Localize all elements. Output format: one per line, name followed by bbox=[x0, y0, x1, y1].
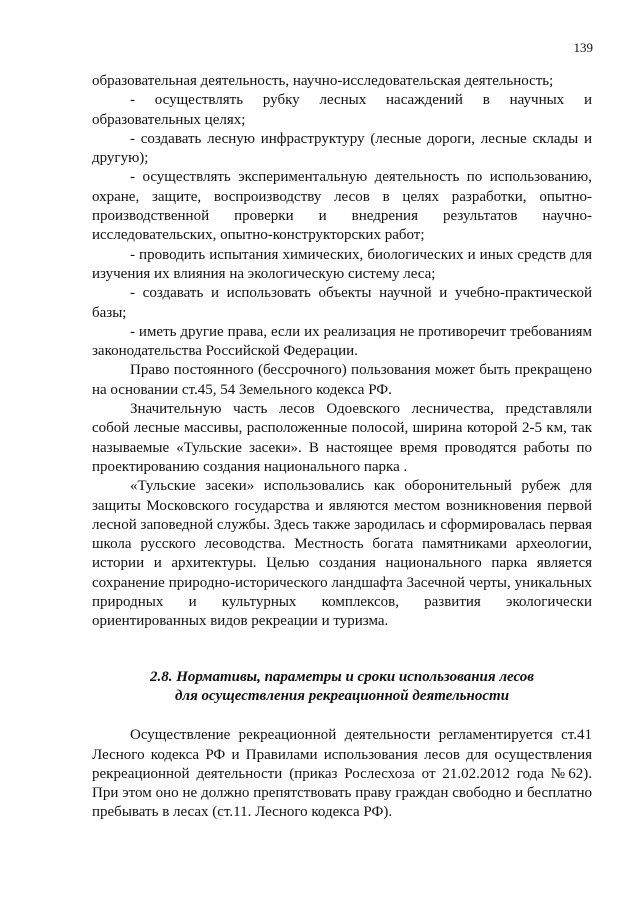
paragraph: «Тульские засеки» использовались как оборонительный рубеж для защиты Московского государства и являются местом возникновения первой лесной заповедной службы. Здесь также зародилась и сформировалась первая школа русского лесоводства. Местность богата памятниками археологии, истории и архитектуры. Целью создания национального парка является сохранение природно-исторического ландшафта Засечной черты, уникальных природных и культурных комплексов, развития экологически ориентированных видов рекреации и туризма. bbox=[92, 478, 592, 630]
section-heading bbox=[92, 668, 592, 707]
list-item: - осуществлять рубку лесных насаждений в научных и образовательных целях; bbox=[92, 92, 592, 128]
paragraph-continuation: образовательная деятельность, научно-исследовательская деятельность; bbox=[92, 73, 554, 89]
paragraph: Право постоянного (бессрочного) пользования может быть прекращено на основании ст.45, 54 Земельного кодекса РФ. bbox=[92, 362, 592, 398]
section-heading-line: для осуществления рекреационной деятельности bbox=[174, 687, 510, 704]
page-number: 139 bbox=[573, 40, 593, 55]
list-item: - осуществлять экспериментальную деятельность по использованию, охране, защите, воспроизводству лесов в целях разработки, опытно-производственной проверки и внедрения результатов научно-исследовательских, опытно-конструкторских работ; bbox=[92, 169, 592, 244]
list-item: - создавать лесную инфраструктуру (лесные дороги, лесные склады и другую); bbox=[92, 130, 592, 167]
list-item: - проводить испытания химических, биологических и иных средств для изучения их влияния на экологическую систему леса; bbox=[92, 246, 592, 282]
list-item: - создавать и использовать объекты научной и учебно-практической базы; bbox=[92, 285, 592, 321]
document-body bbox=[92, 72, 592, 823]
list-item: - иметь другие права, если их реализация не противоречит требованиям законодательства Российской Федерации. bbox=[92, 323, 592, 360]
section-heading-line: 2.8. Нормативы, параметры и сроки использования лесов bbox=[150, 668, 534, 685]
paragraph: Значительную часть лесов Одоевского лесничества, представляли собой лесные массивы, расположенные полосой, ширина которой 2-5 км, так называемые «Тульские засеки». В настоящее время проводятся работы по проектированию создания национального парка . bbox=[92, 401, 592, 475]
section-paragraph: Осуществление рекреационной деятельности регламентируется ст.41 Лесного кодекса РФ и Правилами использования лесов для осуществления рекреационной деятельности (приказ Рослесхоза от 21.02.2012 года №62). При этом оно не должно препятствовать праву граждан свободно и бесплатно пребывать в лесах (ст.11. Лесного кодекса РФ). bbox=[92, 727, 592, 821]
